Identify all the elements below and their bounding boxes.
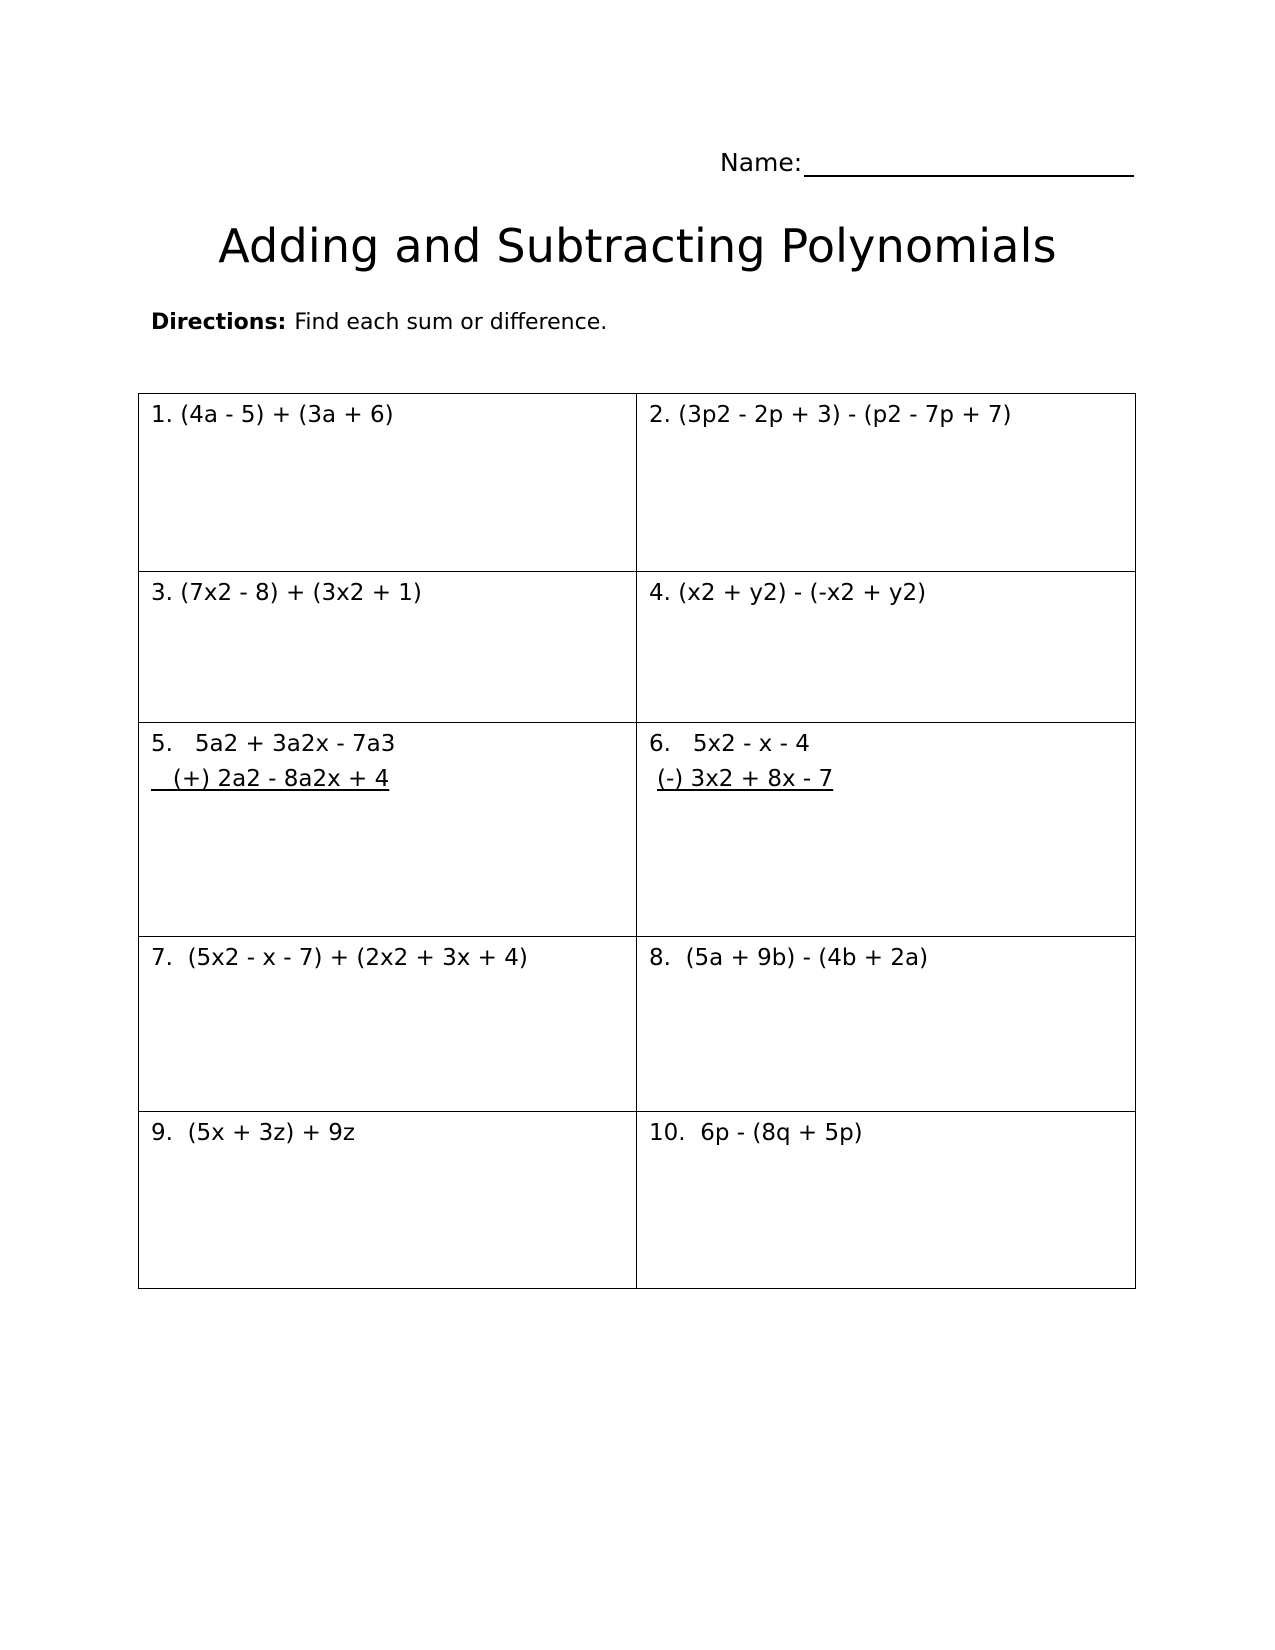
problem-cell-6[interactable] [637, 723, 1135, 937]
problem-cell-8[interactable] [637, 937, 1135, 1112]
directions-text: Find each sum or difference. [294, 310, 608, 335]
problem-cell-10[interactable] [637, 1112, 1135, 1288]
problem-2-expression: 2. (3p2 - 2p + 3) - (p2 - 7p + 7) [649, 402, 1012, 428]
name-label: Name: [720, 148, 803, 177]
problem-4-expression: 4. (x2 + y2) - (-x2 + y2) [649, 580, 927, 606]
problem-cell-2[interactable] [637, 394, 1135, 572]
directions-label: Directions: [151, 310, 287, 335]
problem-6-second-line: (-) 3x2 + 8x - 7 [657, 766, 834, 792]
problem-5-expression: 5. 5a2 + 3a2x - 7a3 [151, 731, 396, 757]
problem-grid [138, 393, 1136, 1289]
problem-cell-3[interactable] [139, 572, 637, 723]
problem-8-expression: 8. (5a + 9b) - (4b + 2a) [649, 945, 929, 971]
problem-9-expression: 9. (5x + 3z) + 9z [151, 1120, 355, 1146]
problem-cell-1[interactable] [139, 394, 637, 572]
problem-3-expression: 3. (7x2 - 8) + (3x2 + 1) [151, 580, 422, 606]
problem-cell-9[interactable] [139, 1112, 637, 1288]
name-blank-line[interactable] [804, 149, 1134, 177]
directions [151, 308, 607, 338]
problem-cell-7[interactable] [139, 937, 637, 1112]
problem-5-second-line: (+) 2a2 - 8a2x + 4 [151, 766, 390, 792]
problem-cell-5[interactable] [139, 723, 637, 937]
problem-6-expression: 6. 5x2 - x - 4 [649, 731, 810, 757]
worksheet-title: Adding and Subtracting Polynomials [218, 219, 1057, 273]
name-field-row [720, 148, 1134, 177]
problem-7-expression: 7. (5x2 - x - 7) + (2x2 + 3x + 4) [151, 945, 528, 971]
problem-10-expression: 10. 6p - (8q + 5p) [649, 1120, 863, 1146]
problem-1-expression: 1. (4a - 5) + (3a + 6) [151, 402, 394, 428]
problem-cell-4[interactable] [637, 572, 1135, 723]
